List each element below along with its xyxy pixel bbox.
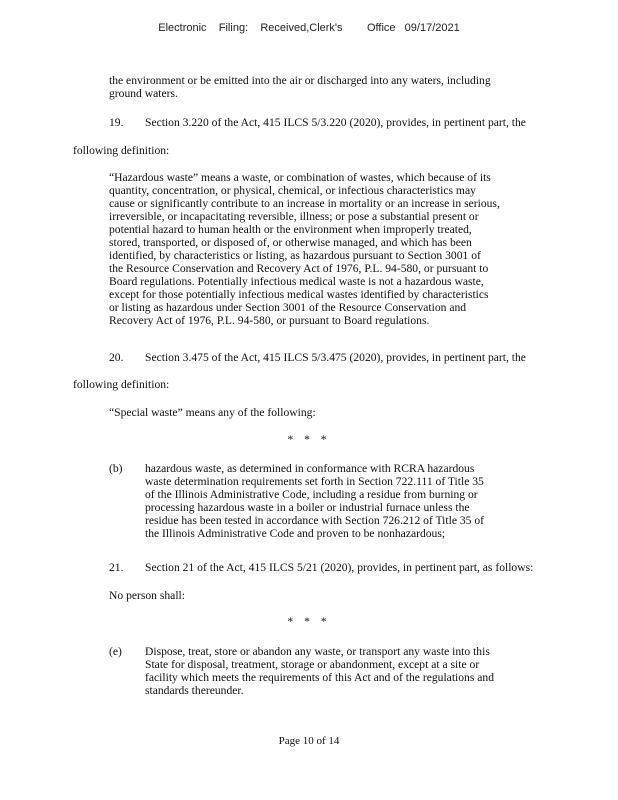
page-number: Page 10 of 14: [278, 735, 340, 747]
continued-text: [109, 74, 491, 100]
item-e-label: (e): [109, 645, 122, 658]
text-line: processing hazardous waste in a boiler or industrial furnace unless the: [145, 501, 470, 514]
filing-header: Electronic Filing: Received,Clerk's Office 09/17/2021: [158, 22, 460, 34]
text-line: residue has been tested in accordance with Section 726.212 of Title 35 of: [145, 514, 485, 527]
no-person-shall: No person shall:: [109, 589, 185, 602]
text-line: the environment or be emitted into the air or discharged into any waters, including: [109, 74, 491, 87]
item-e-text: [145, 645, 494, 697]
para-19-number: 19.: [109, 116, 124, 129]
text-line: except for those potentially infectious medical wastes identified by characteristics: [109, 288, 489, 301]
text-line: “Hazardous waste” means a waste, or combination of wastes, which because of its: [109, 171, 491, 184]
text-line: Dispose, treat, store or abandon any waste, or transport any waste into this: [145, 645, 490, 658]
text-line: or listing as hazardous under Section 3001 of the Resource Conservation and: [109, 301, 467, 314]
text-line: potential hazard to human health or the environment when improperly treated,: [109, 223, 472, 236]
text-line: identified, by characteristics or listing, as hazardous pursuant to Section 3001 of: [109, 249, 481, 262]
para-21-number: 21.: [109, 561, 124, 574]
ellipsis-stars: * * *: [287, 433, 331, 446]
para-19-line1: Section 3.220 of the Act, 415 ILCS 5/3.220 (2020), provides, in pertinent part, the: [145, 116, 526, 129]
para-20-number: 20.: [109, 351, 124, 364]
item-b-text: [145, 462, 484, 540]
para-20-line2: following definition:: [73, 378, 170, 391]
text-line: facility which meets the requirements of this Act and of the regulations and: [145, 671, 495, 684]
text-line: waste determination requirements set forth in Section 722.111 of Title 35: [145, 475, 484, 488]
text-line: standards thereunder.: [145, 684, 244, 697]
text-line: irreversible, or incapacitating reversible, illness; or pose a substantial present or: [109, 210, 479, 223]
text-line: Recovery Act of 1976, P.L. 94-580, or pursuant to Board regulations.: [109, 314, 430, 327]
special-waste-intro: “Special waste” means any of the following:: [109, 406, 316, 419]
text-line: ground waters.: [109, 87, 178, 100]
para-20-line1: Section 3.475 of the Act, 415 ILCS 5/3.475 (2020), provides, in pertinent part, the: [145, 351, 526, 364]
text-line: stored, transported, or disposed of, or otherwise managed, and which has been: [109, 236, 472, 249]
text-line: the Illinois Administrative Code and proven to be nonhazardous;: [145, 527, 446, 540]
text-line: of the Illinois Administrative Code, including a residue from burning or: [145, 488, 478, 501]
item-b-label: (b): [109, 462, 123, 475]
text-line: State for disposal, treatment, storage or abandonment, except at a site or: [145, 658, 480, 671]
text-line: hazardous waste, as determined in conformance with RCRA hazardous: [145, 462, 475, 475]
text-line: cause or significantly contribute to an increase in mortality or an increase in serious,: [109, 197, 500, 210]
text-line: the Resource Conservation and Recovery Act of 1976, P.L. 94-580, or pursuant to: [109, 262, 489, 275]
text-line: Board regulations. Potentially infectious medical waste is not a hazardous waste,: [109, 275, 484, 288]
ellipsis-stars: * * *: [287, 615, 331, 628]
para-19-line2: following definition:: [73, 144, 170, 157]
para-21-line1: Section 21 of the Act, 415 ILCS 5/21 (2020), provides, in pertinent part, as follows:: [145, 561, 534, 574]
hazardous-waste-definition: [109, 171, 500, 327]
text-line: quantity, concentration, or physical, chemical, or infectious characteristics may: [109, 184, 476, 197]
